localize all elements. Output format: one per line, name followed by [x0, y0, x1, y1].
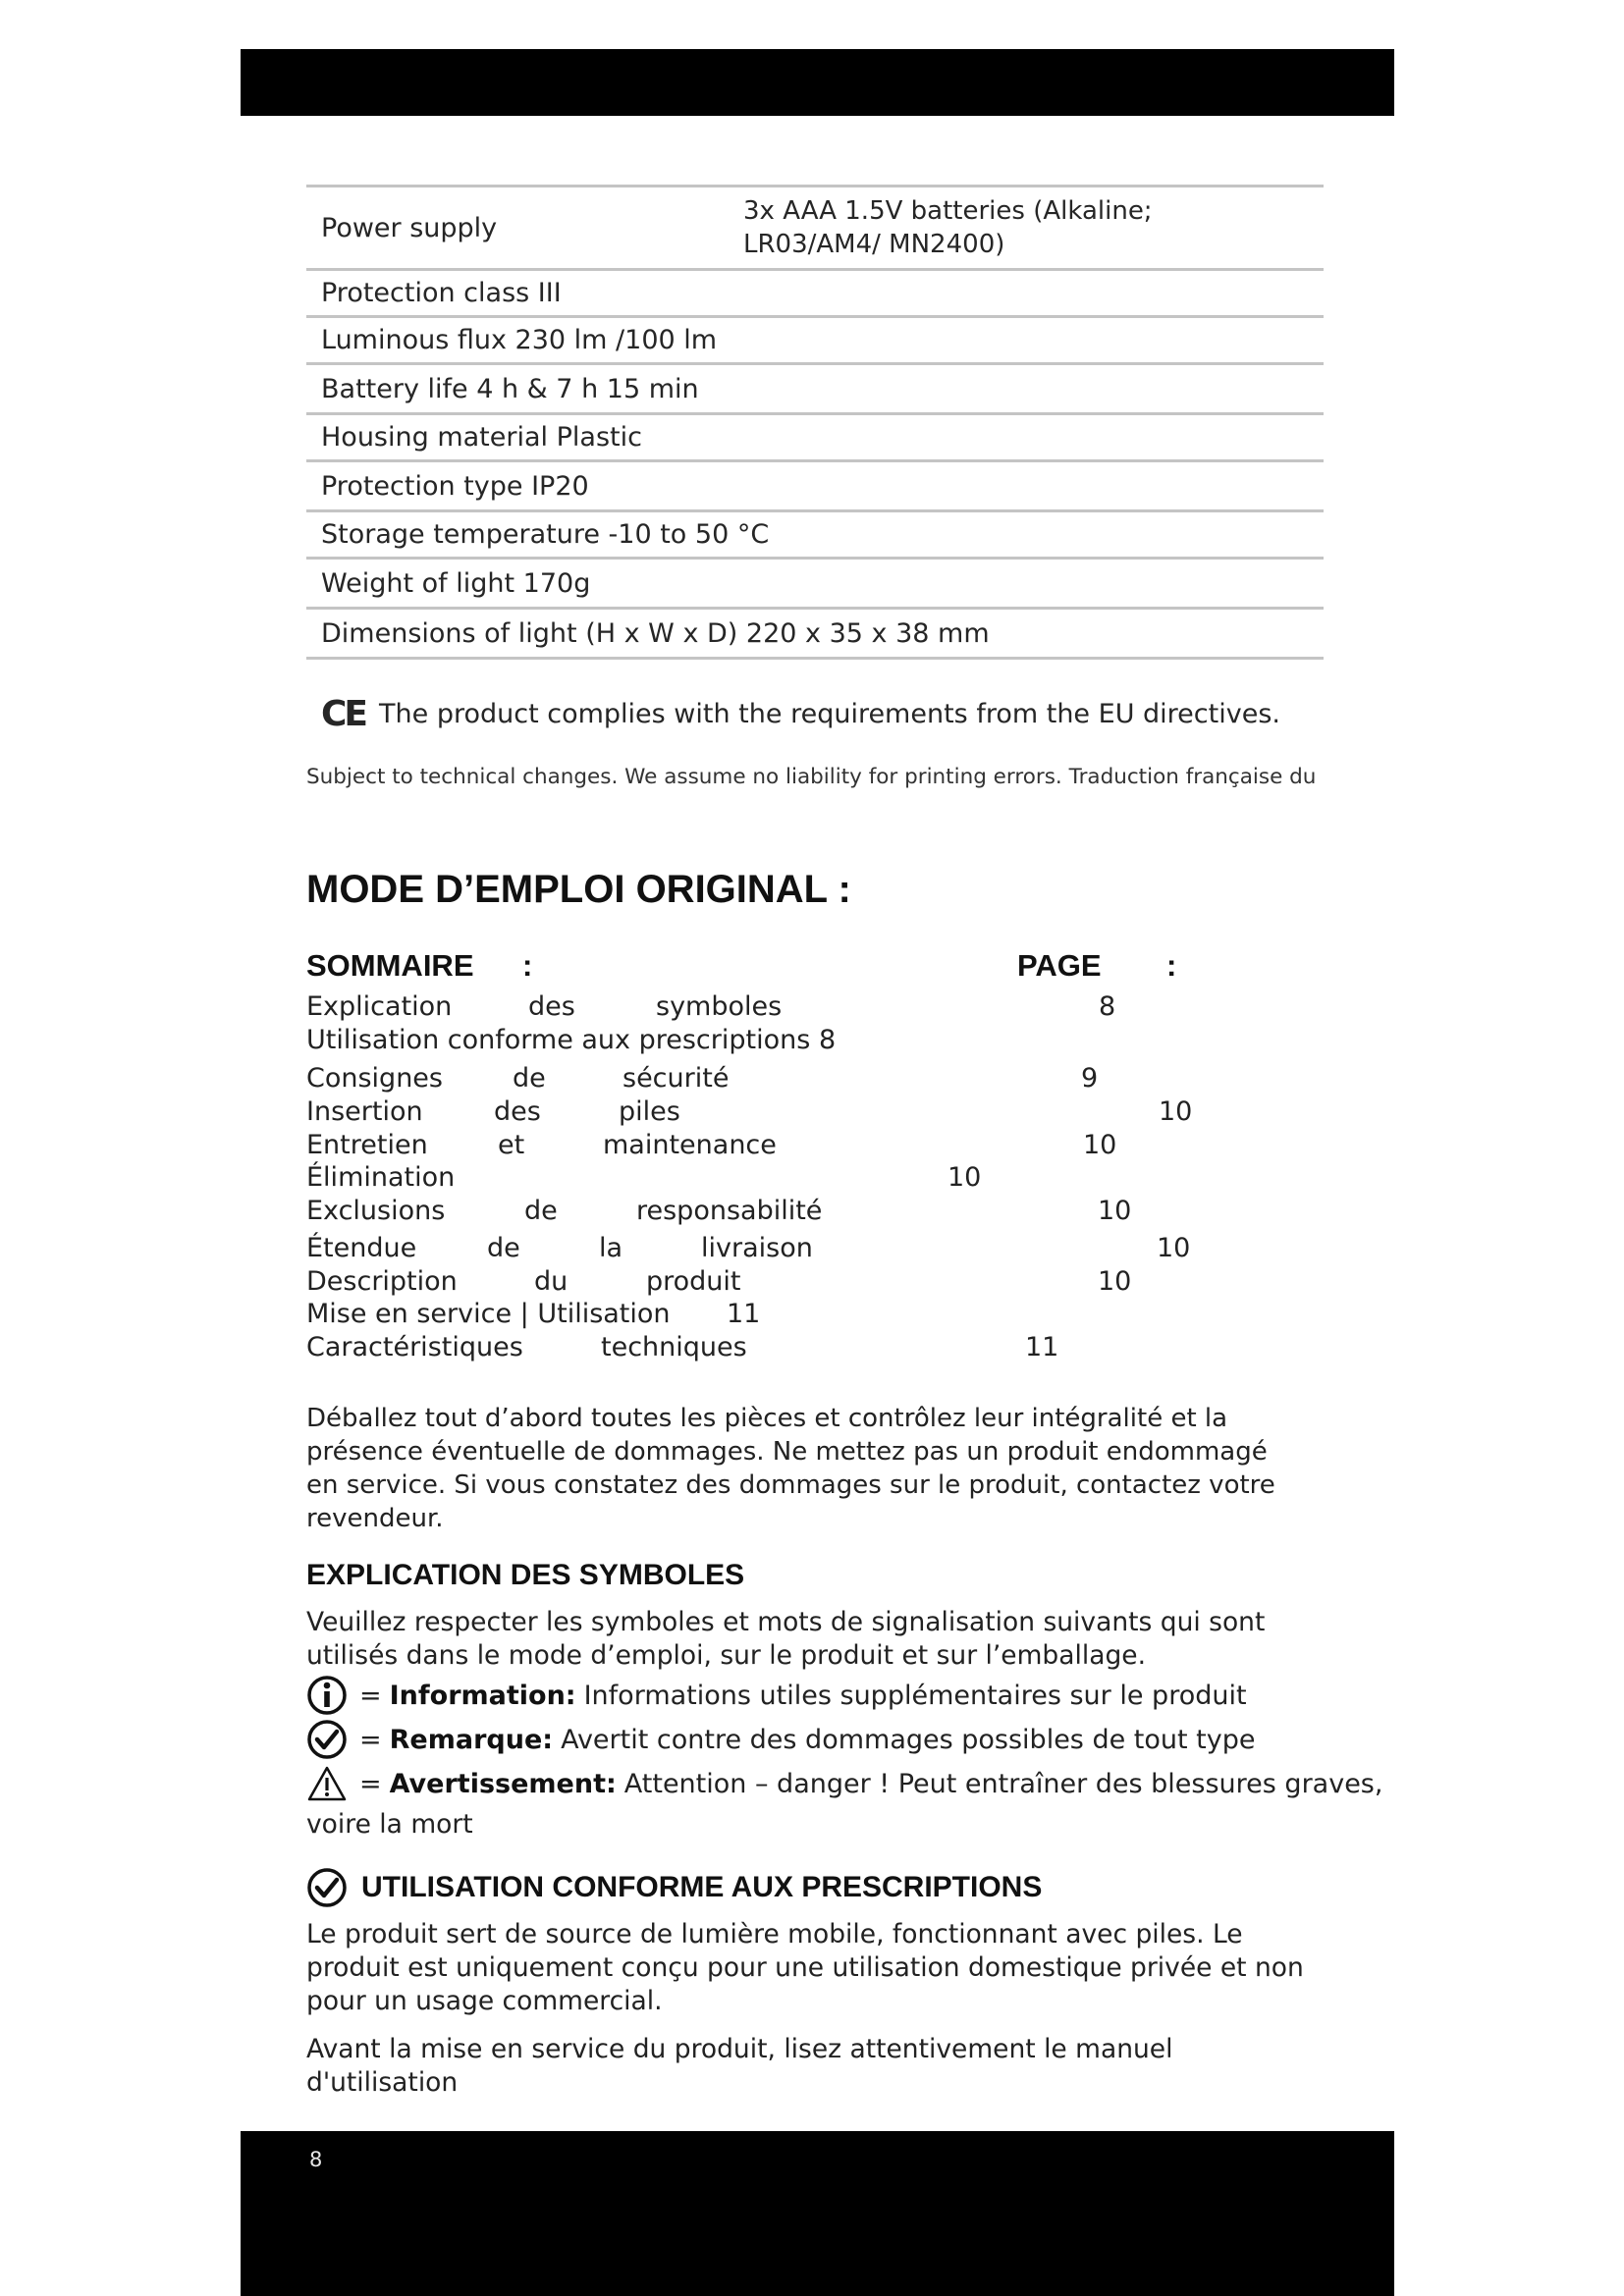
symbol-label: Remarque:: [389, 1724, 554, 1755]
page-number: 8: [309, 2148, 323, 2171]
toc-item-page: 10: [947, 1162, 982, 1193]
spec-row: Storage temperature -10 to 50 °C: [306, 512, 1324, 560]
spec-value: 3x AAA 1.5V batteries (Alkaline; LR03/AM4/ MN2400): [743, 196, 1153, 259]
spec-row: Luminous flux 230 lm /100 lm: [306, 318, 1324, 365]
toc-item-word: Exclusions: [306, 1196, 446, 1226]
spec-row: Protection class III: [306, 271, 1324, 318]
toc-item-word: Entretien: [306, 1130, 428, 1160]
toc-item-word: des: [528, 991, 575, 1022]
spec-row: Battery life 4 h & 7 h 15 min: [306, 365, 1324, 415]
toc-item-word: Description: [306, 1266, 458, 1297]
ce-mark-icon: CE: [321, 694, 366, 734]
symbol-description-continued: voire la mort: [306, 1809, 473, 1840]
toc-item-word: du: [534, 1266, 568, 1297]
toc-item-word: et: [498, 1130, 525, 1160]
spec-label: Power supply: [321, 212, 498, 243]
disclaimer-text: Subject to technical changes. We assume no liability for printing errors. Traduction française du: [306, 765, 1317, 789]
toc-item-word: maintenance: [603, 1130, 777, 1160]
toc-item-word: Élimination: [306, 1162, 456, 1193]
toc-heading: SOMMAIRE: [306, 948, 474, 983]
toc-item-page: 11: [1025, 1332, 1059, 1362]
toc-item-word: Insertion: [306, 1096, 423, 1127]
spec-row: Housing material Plastic: [306, 415, 1324, 462]
toc-item-word: de: [513, 1063, 546, 1094]
toc-item-page: 10: [1157, 1233, 1191, 1263]
toc-item-word: responsabilité: [636, 1196, 823, 1226]
equals-sign: =: [359, 1680, 382, 1711]
toc-item-word: Caractéristiques: [306, 1332, 523, 1362]
toc-item-word: sécurité: [623, 1063, 730, 1094]
toc-page-heading-colon: :: [1166, 948, 1177, 983]
toc-item-word: Explication: [306, 991, 453, 1022]
toc-item-word: de: [524, 1196, 558, 1226]
symbol-label: Information:: [389, 1680, 576, 1711]
toc-item-page: 9: [1081, 1063, 1099, 1094]
toc-item-page: 10: [1098, 1196, 1132, 1226]
toc-item-word: piles: [619, 1096, 680, 1127]
toc-item-page: 11: [727, 1299, 761, 1329]
symbols-heading: EXPLICATION DES SYMBOLES: [306, 1559, 745, 1591]
toc-page-heading: PAGE: [1017, 948, 1102, 983]
check-circle-icon: [306, 1719, 348, 1760]
toc-heading-colon: :: [522, 948, 533, 983]
info-icon: [306, 1675, 348, 1716]
toc-item-word: la: [599, 1233, 623, 1263]
specifications-table: [306, 185, 1324, 660]
symbol-avertissement: [306, 1763, 1382, 1804]
intro-paragraph: Déballez tout d’abord toutes les pièces et contrôlez leur intégralité et la présence éventuelle de dommages. Ne mettez pas un produit endommagé en service. Si vous constatez des dommages sur le produit, contactez votre revendeur.: [306, 1404, 1275, 1533]
footer-bar: [241, 2131, 1394, 2296]
toc-item-page: 10: [1083, 1130, 1117, 1160]
symbol-information: [306, 1675, 1247, 1716]
symbol-description: Avertit contre des dommages possibles de tout type: [561, 1724, 1256, 1755]
toc-item-word: des: [494, 1096, 541, 1127]
ce-compliance: [321, 694, 1280, 734]
toc-item-word: Utilisation conforme aux prescriptions: [306, 1025, 811, 1055]
usage-paragraph: Le produit sert de source de lumière mobile, fonctionnant avec piles. Le produit est uniquement conçu pour une utilisation domestique privée et non pour un usage commercial.: [306, 1919, 1304, 2016]
check-circle-icon: [306, 1867, 348, 1908]
page-title: MODE D’EMPLOI ORIGINAL :: [306, 868, 851, 911]
toc-item-word: Mise en service | Utilisation: [306, 1299, 671, 1329]
symbols-intro: Veuillez respecter les symboles et mots de signalisation suivants qui sont utilisés dans le mode d’emploi, sur le produit et sur l’emballage.: [306, 1607, 1266, 1671]
equals-sign: =: [359, 1724, 382, 1755]
toc-item-word: livraison: [701, 1233, 813, 1263]
toc-item-word: symboles: [656, 991, 783, 1022]
spec-row-power-supply: [306, 187, 1324, 271]
toc-item-word: de: [487, 1233, 520, 1263]
spec-row: Weight of light 170g: [306, 560, 1324, 610]
symbol-description: Informations utiles supplémentaires sur le produit: [583, 1680, 1247, 1711]
ce-compliance-text: The product complies with the requirements from the EU directives.: [379, 699, 1280, 729]
toc-item-page: 8: [819, 1025, 837, 1055]
header-bar: [241, 49, 1394, 116]
toc-item-word: Étendue: [306, 1233, 417, 1263]
toc-item-word: techniques: [601, 1332, 747, 1362]
usage-heading-text: UTILISATION CONFORME AUX PRESCRIPTIONS: [361, 1871, 1043, 1903]
symbol-remarque: [306, 1719, 1256, 1760]
spec-row: Dimensions of light (H x W x D) 220 x 35 x 38 mm: [306, 610, 1324, 660]
usage-heading: [306, 1867, 1042, 1908]
spec-row: Protection type IP20: [306, 462, 1324, 512]
symbol-description: Attention – danger ! Peut entraîner des blessures graves,: [623, 1768, 1383, 1799]
equals-sign: =: [359, 1768, 382, 1799]
toc-item-word: produit: [646, 1266, 741, 1297]
usage-paragraph-2: Avant la mise en service du produit, lisez attentivement le manuel d'utilisation: [306, 2034, 1173, 2098]
toc-item-page: 10: [1098, 1266, 1132, 1297]
toc-item-page: 8: [1099, 991, 1116, 1022]
symbol-label: Avertissement:: [389, 1768, 617, 1799]
toc-item-word: Consignes: [306, 1063, 443, 1094]
toc-item-page: 10: [1159, 1096, 1193, 1127]
warning-triangle-icon: [306, 1763, 348, 1804]
